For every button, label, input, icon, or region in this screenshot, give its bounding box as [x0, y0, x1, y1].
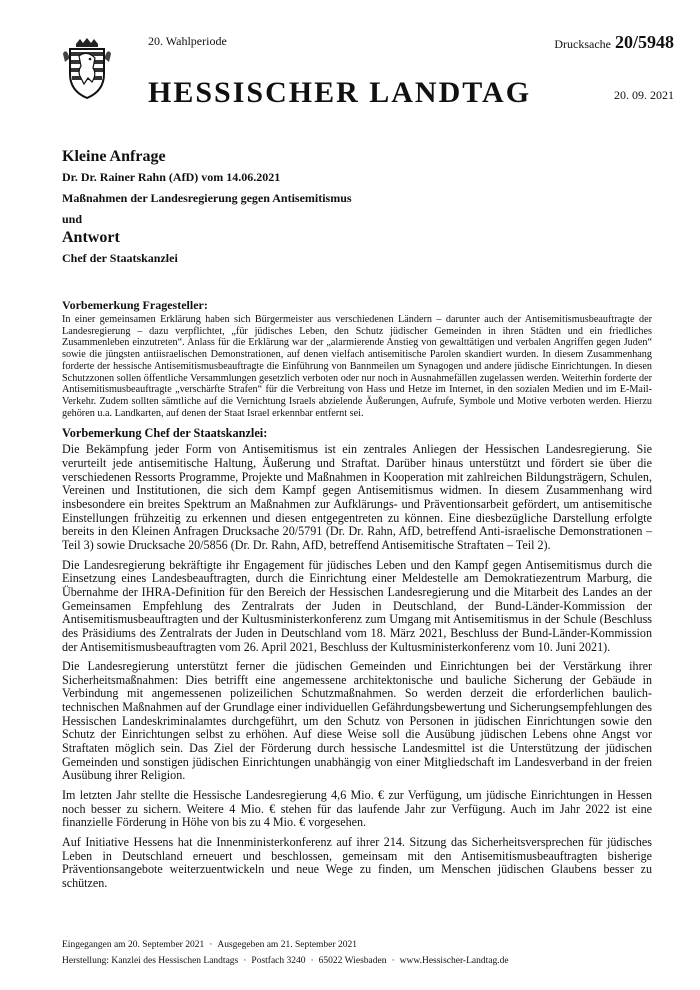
city: 65022 Wiesbaden — [318, 956, 387, 966]
received-date: Eingegangen am 20. September 2021 — [62, 940, 205, 950]
pre-chief-heading: Vorbemerkung Chef der Staatskanzlei: — [62, 426, 268, 441]
document-body — [62, 298, 652, 897]
footer-producer-line — [62, 953, 652, 969]
producer: Herstellung: Kanzlei des Hessischen Landtags — [62, 956, 239, 966]
drucksache — [554, 32, 674, 53]
separator: · — [209, 940, 213, 950]
drucksache-label: Drucksache — [554, 37, 611, 51]
separator: · — [243, 956, 247, 966]
answer-heading: Antwort — [62, 229, 120, 246]
footer-dates — [62, 937, 652, 953]
coat-of-arms-icon — [62, 38, 112, 100]
footer — [62, 937, 652, 969]
paragraph: Im letzten Jahr stellte die Hessische Landesregierung 4,6 Mio. € zur Verfügung, um jüdische Einrichtungen in Hessen noch besser zu sichern. Weitere 4 Mio. € stehen für das laufende Jahr zur Verfügung. Auch im Jahr 2022 ist eine finanzielle Förderung in Höhe von bis zu 4 Mio. € vorgesehen. — [62, 788, 652, 830]
and-word: und — [62, 212, 83, 226]
parliament-title: HESSISCHER LANDTAG — [148, 76, 532, 109]
legislative-period: 20. Wahlperiode — [148, 34, 227, 48]
pre-questioner-heading: Vorbemerkung Fragesteller: — [62, 298, 208, 312]
document-date: 20. 09. 2021 — [614, 88, 674, 102]
separator: · — [391, 956, 395, 966]
paragraph: Die Bekämpfung jeder Form von Antisemitismus ist ein zentrales Anliegen der Hessischen Landesregierung. Sie verurteilt jede antisemitische Haltung, Äußerung und Straftat. Darüber hinaus unterstützt und fördert sie über die verschiedenen Ressorts Programme, Projekte und Maßnahmen in Kooperation mit zahlreichen Bildungsträgern, Schulen, Vereinen und Institutionen, die sich dem Kampf gegen Antisemitismus widmen. In diesem Zusammenhang wird insbesondere ein breites Spektrum an Maßnahmen zur Aufklärungs- und Präventionsarbeit gefördert, um antisemitische Einstellungen frühzeitig zu erkennen und diesen entgegentreten zu können. Eine diesbezügliche Darstellung erfolgte bereits in den Kleinen Anfragen Drucksache 20/5791 (Dr. Dr. Rahn, AfD, betreffend Anti-israelische Demonstrationen – Teil 3) sowie Drucksache 20/5856 (Dr. Dr. Rahn, AfD, betreffend Antisemitische Straftaten – Teil 2). — [62, 442, 652, 552]
paragraph: Die Landesregierung bekräftigte ihr Engagement für jüdisches Leben und den Kampf gegen Antisemitismus durch die Einsetzung eines Landesbeauftragten, durch die Einrichtung einer Meldestelle am Demokratiezentrum Marburg, die Übernahme der IHRA-Definition für den Bereich der Hessischen Landesregierung und die Mitarbeit des Landes an der Gemeinsamen Empfehlung des Zentralrats der Juden in Deutschland, der Bund-Länder-Kommission der Antisemitismusbeauftragten und der Kultusministerkonferenz zum Umgang mit Antisemitismus in der Schule (Beschluss des Präsidiums des Zentralrats der Juden in Deutschland vom 18. März 2021, Beschluss der Bund-Länder-Kommission der Antisemitismusbeauftragten vom 26. April 2021, Beschluss der Kultusministerkonferenz vom 10. Juni 2021). — [62, 557, 652, 654]
answerer: Chef der Staatskanzlei — [62, 251, 178, 265]
website-link[interactable]: www.Hessischer-Landtag.de — [399, 956, 509, 966]
pre-questioner-text: In einer gemeinsamen Erklärung haben sich Bürgermeister aus verschiedenen Ländern – darunter auch der Antisemitismusbeauftragte der Landesregierung – dazu verpflichtet, „für jüdisches Leben, den Schutz jüdischer Gemeinden in ihren Städten und ein friedliches Zusammenleben einzutreten“. Anlass für die Erklärung war der „alarmierende Anstieg von gewalttätigen und verbalen Angriffen gegen Juden“ sowie die jüngsten antiisraelischen Demonstrationen, auf denen vielfach antisemitische Parolen skandiert wurden. In diesem Zusammenhang forderte der hessische Antisemitismusbeauftragte die Einführung von Bannmeilen um Synagogen und andere jüdische Einrichtungen. In diesen Schutzzonen sollen öffentliche Versammlungen gesetzlich verboten oder nur noch in Ausnahmefällen zugelassen werden. Weiterhin forderte der Antisemitismusbeauftragte „verschärfte Strafen“ für die Verbreitung von Hass und Hetze im Internet, in den sozialen Medien und im E-Mail-Verkehr. Zudem sollten sämtliche auf die Vernichtung Israels abzielende Äußerungen, Aufrufe, Symbole und Motive verboten werden. Hierzu gehören u.a. Landkarten, auf denen der Staat Israel erkennbar entfernt sei. — [62, 314, 652, 419]
postbox: Postfach 3240 — [251, 956, 306, 966]
issued-date: Ausgegeben am 21. September 2021 — [217, 940, 357, 950]
subject: Maßnahmen der Landesregierung gegen Antisemitismus — [62, 191, 352, 205]
paragraph: Die Landesregierung unterstützt ferner die jüdischen Gemeinden und Einrichtungen bei der Verstärkung ihrer Sicherheitsmaßnahmen: Dies betrifft eine angemessene architektonische und bauliche Sicherung der Gebäude in Verbindung mit angemessenen polizeilichen Schutzmaßnahmen. So werden derzeit die erforderlichen baulich-technischen Maßnahmen auf der Grundlage einer individuellen Gefährdungsbewertung und Sicherungsempfehlungen des Hessischen Landeskriminalamtes durchgeführt, um den Schutz von Personen in jüdischen Einrichtungen sowie den Schutz der Einrichtungen selbst zu erhöhen. Auf diese Weise soll die Ausübung jüdischen Lebens ohne Angst vor Straftaten möglich sein. Das Ziel der Förderung durch hessische Landesmittel ist die Unterstützung der jüdischen Gemeinden und sonstigen jüdischen Einrichtungen unabhängig von einer Mitgliedschaft im Landesverband in der freien Ausübung ihrer Religion. — [62, 659, 652, 783]
paragraph: Auf Initiative Hessens hat die Innenministerkonferenz auf ihrer 214. Sitzung das Sicherheitsversprechen für jüdisches Leben in Deutschland erneuert und beschlossen, gemeinsam mit den Antisemitismusbeauftragten bisherige Präventionsangebote weiterzuentwickeln und neue Wege zu finden, um Menschen jüdischen Glaubens besser zu schützen. — [62, 835, 652, 891]
author-line: Dr. Dr. Rainer Rahn (AfD) vom 14.06.2021 — [62, 170, 281, 184]
document-heading — [62, 148, 652, 272]
drucksache-number: 20/5948 — [614, 32, 674, 52]
doc-type: Kleine Anfrage — [62, 148, 166, 165]
separator: · — [310, 956, 314, 966]
